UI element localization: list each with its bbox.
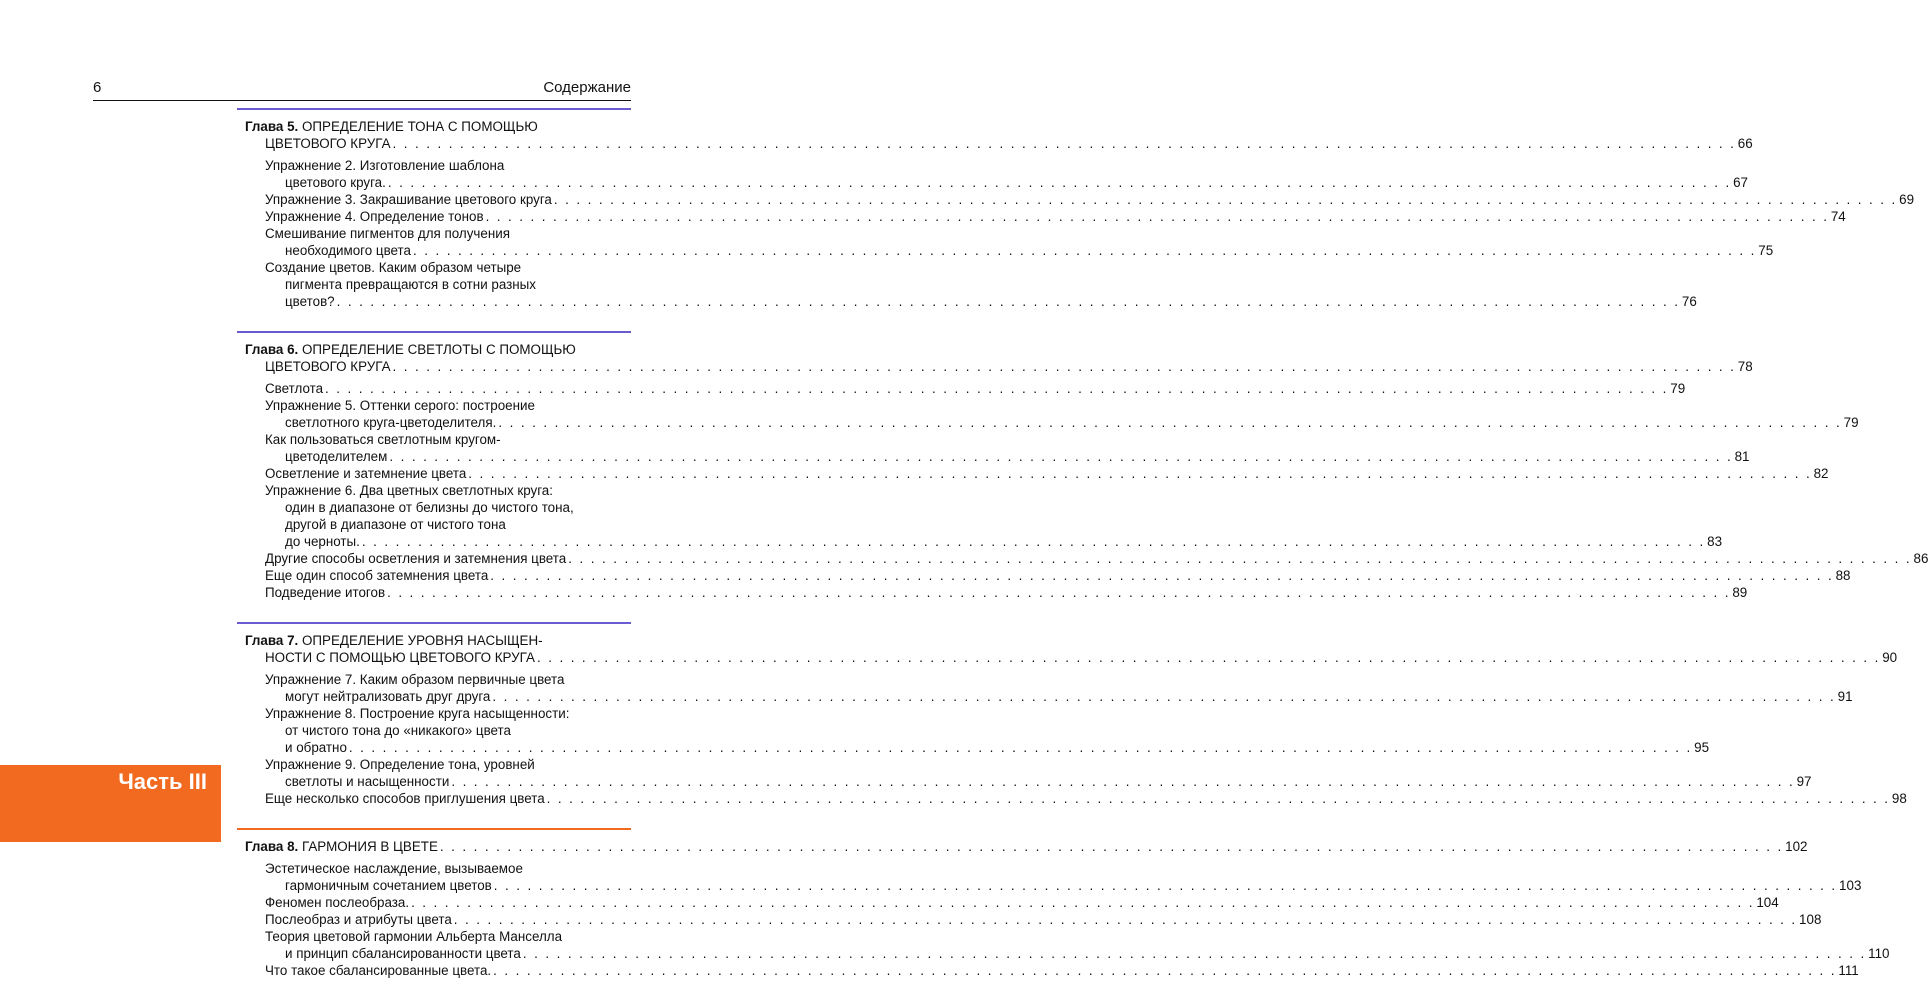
toc-entry-line xyxy=(265,705,631,722)
toc-entry-text: цветового круга. xyxy=(285,175,386,190)
page-ref: 108 xyxy=(1799,912,1822,927)
toc-entry-text: другой в диапазоне от чистого тона xyxy=(285,517,506,532)
page-ref: 110 xyxy=(1868,946,1890,961)
toc-entry-line xyxy=(265,584,1748,601)
toc-entry-text: Послеобраз и атрибуты цвета xyxy=(265,912,452,927)
toc-entry[interactable] xyxy=(237,705,1710,756)
toc-entry[interactable] xyxy=(237,911,1822,928)
running-head: Содержание xyxy=(543,79,631,96)
chapter-section xyxy=(237,828,1890,979)
dot-leader: . . . . . . . . . . . . . . . . . . . . . . . . . . . . . . . . . . . . . . . . . . . . . . . . . . . . . . . . . . . . . . . . . . . . . . . . . . . . . . . . . . . . . . . . . . . . . . . . . . . . . . . . . . . . . . . . . . . . . . . . xyxy=(392,359,1736,374)
page-ref: 75 xyxy=(1758,243,1774,258)
toc-entry[interactable] xyxy=(237,157,1749,191)
dot-leader: . . . . . . . . . . . . . . . . . . . . . . . . . . . . . . . . . . . . . . . . . . . . . . . . . . . . . . . . . . . . . . . . . . . . . . . . . . . . . . . . . . . . . . . . . . . . . . . . . . . . . . . . . . . . . . . . . . . . . . . . xyxy=(568,551,1912,566)
chapter-section xyxy=(237,108,1915,310)
dot-leader: . . . . . . . . . . . . . . . . . . . . . . . . . . . . . . . . . . . . . . . . . . . . . . . . . . . . . . . . . . . . . . . . . . . . . . . . . . . . . . . . . . . . . . . . . . . . . . . . . . . . . . . . . . . . . . . . . . . . . . . . xyxy=(522,946,1867,961)
dot-leader: . . . . . . . . . . . . . . . . . . . . . . . . . . . . . . . . . . . . . . . . . . . . . . . . . . . . . . . . . . . . . . . . . . . . . . . . . . . . . . . . . . . . . . . . . . . . . . . . . . . . . . . . . . . . . . . . . . . . . . . . xyxy=(453,912,1798,927)
toc-entry-text: могут нейтрализовать друг друга xyxy=(285,689,491,704)
toc-entry-line xyxy=(265,550,1928,567)
toc-entry-text: Осветление и затемнение цвета xyxy=(265,466,467,481)
page-ref: 76 xyxy=(1681,294,1697,309)
toc-entry-text: Другие способы осветления и затемнения цвета xyxy=(265,551,567,566)
chapter-title-line xyxy=(245,838,1808,855)
dot-leader: . . . . . . . . . . . . . . . . . . . . . . . . . . . . . . . . . . . . . . . . . . . . . . . . . . . . . . . . . . . . . . . . . . . . . . . . . . . . . . . . . . . . . . . . . . . . . . . . . . . . . . . . . . . . . . . . . . . . . . . . xyxy=(412,243,1757,258)
page-ref: 69 xyxy=(1899,192,1915,207)
toc-entry-text: Упражнение 4. Определение тонов xyxy=(265,209,484,224)
toc-entry-text: Феномен послеобраза. xyxy=(265,895,410,910)
page-ref: 88 xyxy=(1835,568,1851,583)
toc-entry-text: светлотного круга-цветоделителя. xyxy=(285,415,497,430)
toc-entry[interactable] xyxy=(237,962,1859,979)
toc-entry[interactable] xyxy=(237,259,1697,310)
toc-entry-line xyxy=(265,242,1774,259)
toc-entry-text: необходимого цвета xyxy=(285,243,411,258)
dot-leader: . . . . . . . . . . . . . . . . . . . . . . . . . . . . . . . . . . . . . . . . . . . . . . . . . . . . . . . . . . . . . . . . . . . . . . . . . . . . . . . . . . . . . . . . . . . . . . . . . . . . . . . . . . . . . . . . . . . . . . . . xyxy=(387,585,1731,600)
chapter-title-text: НОСТИ С ПОМОЩЬЮ ЦВЕТОВОГО КРУГА xyxy=(265,650,535,665)
toc-entry-line xyxy=(265,465,1829,482)
toc-entry-text: Упражнение 6. Два цветных светлотных круга: xyxy=(265,483,553,498)
page-ref: 102 xyxy=(1785,839,1808,854)
chapter-title-line xyxy=(245,632,631,649)
chapter-title-line xyxy=(245,358,1753,375)
toc-entry-text: Смешивание пигментов для получения xyxy=(265,226,510,241)
toc-entry-line xyxy=(265,773,1812,790)
toc-entry[interactable] xyxy=(237,550,1928,567)
toc-entry-line xyxy=(265,567,1851,584)
chapter-label: Глава 8. xyxy=(245,839,299,854)
toc-entry[interactable] xyxy=(237,567,1851,584)
header-rule xyxy=(93,100,631,101)
page-ref: 90 xyxy=(1882,650,1898,665)
toc-entry-line xyxy=(265,911,1822,928)
page-ref: 91 xyxy=(1837,689,1853,704)
chapter-label: Глава 5. xyxy=(245,119,299,134)
dot-leader: . . . . . . . . . . . . . . . . . . . . . . . . . . . . . . . . . . . . . . . . . . . . . . . . . . . . . . . . . . . . . . . . . . . . . . . . . . . . . . . . . . . . . . . . . . . . . . . . . . . . . . . . . . . . . . . . . . . . . . . . xyxy=(492,689,1836,704)
toc-entry[interactable] xyxy=(237,225,1774,259)
toc-entry-line xyxy=(265,191,1915,208)
dot-leader: . . . . . . . . . . . . . . . . . . . . . . . . . . . . . . . . . . . . . . . . . . . . . . . . . . . . . . . . . . . . . . . . . . . . . . . . . . . . . . . . . . . . . . . . . . . . . . . . . . . . . . . . . . . . . . . . . . . . . . . . xyxy=(392,136,1736,151)
part-block xyxy=(0,765,221,842)
chapter-title-text: ОПРЕДЕЛЕНИЕ СВЕТЛОТЫ С ПОМОЩЬЮ xyxy=(302,342,576,357)
page-ref: 81 xyxy=(1734,449,1750,464)
dot-leader: . . . . . . . . . . . . . . . . . . . . . . . . . . . . . . . . . . . . . . . . . . . . . . . . . . . . . . . . . . . . . . . . . . . . . . . . . . . . . . . . . . . . . . . . . . . . . . . . . . . . . . . . . . . . . . . . . . . . . . . . xyxy=(387,175,1732,190)
toc-entry[interactable] xyxy=(237,928,1890,962)
toc-entry-line xyxy=(265,688,1853,705)
toc-entry[interactable] xyxy=(237,431,1750,465)
table-of-contents xyxy=(237,108,1928,979)
chapter-title-text: ГАРМОНИЯ В ЦВЕТЕ xyxy=(302,839,438,854)
chapter-section xyxy=(237,622,1907,807)
toc-entry[interactable] xyxy=(237,397,1859,431)
chapter-title[interactable] xyxy=(237,118,1753,152)
toc-entry-line xyxy=(265,962,1859,979)
toc-entry-text: Упражнение 7. Каким образом первичные цвета xyxy=(265,672,565,687)
toc-entry[interactable] xyxy=(237,671,1853,705)
toc-entry-text: Упражнение 5. Оттенки серого: построение xyxy=(265,398,535,413)
chapter-title[interactable] xyxy=(237,632,1898,666)
dot-leader: . . . . . . . . . . . . . . . . . . . . . . . . . . . . . . . . . . . . . . . . . . . . . . . . . . . . . . . . . . . . . . . . . . . . . . . . . . . . . . . . . . . . . . . . . . . . . . . . . . . . . . . . . . . . . . . . . . . . . . . . xyxy=(411,895,1755,910)
toc-entry-line xyxy=(265,157,631,174)
chapter-title-text: ЦВЕТОВОГО КРУГА xyxy=(265,136,391,151)
dot-leader: . . . . . . . . . . . . . . . . . . . . . . . . . . . . . . . . . . . . . . . . . . . . . . . . . . . . . . . . . . . . . . . . . . . . . . . . . . . . . . . . . . . . . . . . . . . . . . . . . . . . . . . . . . . . . . . . . . . . . . . . xyxy=(536,650,1881,665)
toc-entry-text: светлоты и насыщенности xyxy=(285,774,450,789)
toc-entry-text: Светлота xyxy=(265,381,324,396)
toc-entry-text: цветоделителем xyxy=(285,449,388,464)
toc-entry-line xyxy=(265,671,631,688)
toc-entry-line xyxy=(265,431,631,448)
dot-leader: . . . . . . . . . . . . . . . . . . . . . . . . . . . . . . . . . . . . . . . . . . . . . . . . . . . . . . . . . . . . . . . . . . . . . . . . . . . . . . . . . . . . . . . . . . . . . . . . . . . . . . . . . . . . . . . . . . . . . . . . xyxy=(451,774,1795,789)
dot-leader: . . . . . . . . . . . . . . . . . . . . . . . . . . . . . . . . . . . . . . . . . . . . . . . . . . . . . . . . . . . . . . . . . . . . . . . . . . . . . . . . . . . . . . . . . . . . . . . . . . . . . . . . . . . . . . . . . . . . . . . . xyxy=(336,294,1680,309)
toc-entry-line xyxy=(265,894,1779,911)
toc-entry[interactable] xyxy=(237,191,1915,208)
toc-entry-line xyxy=(265,756,631,773)
toc-entry-line xyxy=(265,482,631,499)
chapter-title-text: ЦВЕТОВОГО КРУГА xyxy=(265,359,391,374)
page-ref: 83 xyxy=(1707,534,1723,549)
toc-entry-line xyxy=(265,877,1862,894)
dot-leader: . . . . . . . . . . . . . . . . . . . . . . . . . . . . . . . . . . . . . . . . . . . . . . . . . . . . . . . . . . . . . . . . . . . . . . . . . . . . . . . . . . . . . . . . . . . . . . . . . . . . . . . . . . . . . . . . . . . . . . . . xyxy=(361,534,1706,549)
toc-entry-line xyxy=(265,860,631,877)
toc-entry[interactable] xyxy=(237,465,1829,482)
chapter-title-text: ОПРЕДЕЛЕНИЕ УРОВНЯ НАСЫЩЕН- xyxy=(302,633,543,648)
toc-entry-line xyxy=(265,397,631,414)
dot-leader: . . . . . . . . . . . . . . . . . . . . . . . . . . . . . . . . . . . . . . . . . . . . . . . . . . . . . . . . . . . . . . . . . . . . . . . . . . . . . . . . . . . . . . . . . . . . . . . . . . . . . . . . . . . . . . . . . . . . . . . . xyxy=(468,466,1812,481)
page-ref: 98 xyxy=(1891,791,1907,806)
toc-entry-text: Как пользоваться светлотным кругом- xyxy=(265,432,501,447)
toc-entry-text: и обратно xyxy=(285,740,347,755)
toc-entry-line xyxy=(265,259,631,276)
dot-leader: . . . . . . . . . . . . . . . . . . . . . . . . . . . . . . . . . . . . . . . . . . . . . . . . . . . . . . . . . . . . . . . . . . . . . . . . . . . . . . . . . . . . . . . . . . . . . . . . . . . . . . . . . . . . . . . . . . . . . . . . xyxy=(348,740,1693,755)
chapter-section xyxy=(237,331,1928,601)
toc-entry-text: Создание цветов. Каким образом четыре xyxy=(265,260,522,275)
toc-entry-text: цветов? xyxy=(285,294,335,309)
toc-entry-text: Эстетическое наслаждение, вызываемое xyxy=(265,861,523,876)
toc-entry[interactable] xyxy=(237,482,1723,550)
toc-entry-line xyxy=(265,533,1723,550)
chapter-title-line xyxy=(245,118,631,135)
toc-entry-text: Упражнение 8. Построение круга насыщенности: xyxy=(265,706,570,721)
page-ref: 104 xyxy=(1756,895,1779,910)
toc-entry-text: Упражнение 9. Определение тона, уровней xyxy=(265,757,535,772)
toc-entry-line xyxy=(265,499,631,516)
toc-entry-line xyxy=(265,293,1697,310)
dot-leader: . . . . . . . . . . . . . . . . . . . . . . . . . . . . . . . . . . . . . . . . . . . . . . . . . . . . . . . . . . . . . . . . . . . . . . . . . . . . . . . . . . . . . . . . . . . . . . . . . . . . . . . . . . . . . . . . . . . . . . . . xyxy=(439,839,1784,854)
page-ref: 86 xyxy=(1913,551,1928,566)
chapter-title-line xyxy=(245,341,631,358)
toc-entry[interactable] xyxy=(237,380,1686,397)
toc-entry-line xyxy=(265,928,631,945)
chapter-title-line xyxy=(245,649,1898,666)
toc-entry-line xyxy=(265,276,631,293)
toc-entry-line xyxy=(265,225,631,242)
toc-entry-line xyxy=(265,945,1890,962)
page-ref: 74 xyxy=(1830,209,1846,224)
toc-entry-line xyxy=(265,448,1750,465)
dot-leader: . . . . . . . . . . . . . . . . . . . . . . . . . . . . . . . . . . . . . . . . . . . . . . . . . . . . . . . . . . . . . . . . . . . . . . . . . . . . . . . . . . . . . . . . . . . . . . . . . . . . . . . . . . . . . . . . . . . . . . . . xyxy=(553,192,1898,207)
chapter-title[interactable] xyxy=(237,341,1753,375)
toc-entry-line xyxy=(265,380,1686,397)
page-ref: 67 xyxy=(1733,175,1749,190)
page-ref: 82 xyxy=(1813,466,1829,481)
toc-entry-text: до черноты. xyxy=(285,534,360,549)
page-ref: 79 xyxy=(1843,415,1859,430)
toc-entry-text: Упражнение 3. Закрашивание цветового круга xyxy=(265,192,552,207)
toc-entry[interactable] xyxy=(237,208,1846,225)
toc-entry-text: один в диапазоне от белизны до чистого тона, xyxy=(285,500,574,515)
dot-leader: . . . . . . . . . . . . . . . . . . . . . . . . . . . . . . . . . . . . . . . . . . . . . . . . . . . . . . . . . . . . . . . . . . . . . . . . . . . . . . . . . . . . . . . . . . . . . . . . . . . . . . . . . . . . . . . . . . . . . . . . xyxy=(389,449,1733,464)
toc-entry-text: гармоничным сочетанием цветов xyxy=(285,878,492,893)
page-ref: 89 xyxy=(1732,585,1748,600)
page-ref: 78 xyxy=(1737,359,1753,374)
toc-entry-line xyxy=(265,208,1846,225)
toc-entry-line xyxy=(265,174,1749,191)
toc-entry-text: Упражнение 2. Изготовление шаблона xyxy=(265,158,505,173)
toc-entry-line xyxy=(265,739,1710,756)
toc-entry-text: Еще один способ затемнения цвета xyxy=(265,568,489,583)
chapter-title-text: ОПРЕДЕЛЕНИЕ ТОНА С ПОМОЩЬЮ xyxy=(302,119,538,134)
dot-leader: . . . . . . . . . . . . . . . . . . . . . . . . . . . . . . . . . . . . . . . . . . . . . . . . . . . . . . . . . . . . . . . . . . . . . . . . . . . . . . . . . . . . . . . . . . . . . . . . . . . . . . . . . . . . . . . . . . . . . . . . xyxy=(485,209,1829,224)
dot-leader: . . . . . . . . . . . . . . . . . . . . . . . . . . . . . . . . . . . . . . . . . . . . . . . . . . . . . . . . . . . . . . . . . . . . . . . . . . . . . . . . . . . . . . . . . . . . . . . . . . . . . . . . . . . . . . . . . . . . . . . . xyxy=(546,791,1890,806)
toc-entry-text: пигмента превращаются в сотни разных xyxy=(285,277,536,292)
page-ref: 95 xyxy=(1694,740,1710,755)
toc-entry-text: от чистого тона до «никакого» цвета xyxy=(285,723,511,738)
chapter-label: Глава 6. xyxy=(245,342,299,357)
chapter-label: Глава 7. xyxy=(245,633,299,648)
toc-entry[interactable] xyxy=(237,756,1812,790)
toc-entry-text: и принцип сбалансированности цвета xyxy=(285,946,521,961)
toc-entry[interactable] xyxy=(237,860,1862,894)
toc-entry[interactable] xyxy=(237,584,1748,601)
toc-entry-line xyxy=(265,414,1859,431)
dot-leader: . . . . . . . . . . . . . . . . . . . . . . . . . . . . . . . . . . . . . . . . . . . . . . . . . . . . . . . . . . . . . . . . . . . . . . . . . . . . . . . . . . . . . . . . . . . . . . . . . . . . . . . . . . . . . . . . . . . . . . . . xyxy=(490,568,1834,583)
toc-entry-text: Что такое сбалансированные цвета. xyxy=(265,963,492,978)
chapter-title[interactable] xyxy=(237,838,1808,855)
dot-leader: . . . . . . . . . . . . . . . . . . . . . . . . . . . . . . . . . . . . . . . . . . . . . . . . . . . . . . . . . . . . . . . . . . . . . . . . . . . . . . . . . . . . . . . . . . . . . . . . . . . . . . . . . . . . . . . . . . . . . . . . xyxy=(325,381,1669,396)
page-ref: 79 xyxy=(1670,381,1686,396)
page-ref: 111 xyxy=(1838,963,1859,978)
toc-entry-text: Еще несколько способов приглушения цвета xyxy=(265,791,545,806)
toc-entry-text: Теория цветовой гармонии Альберта Манселла xyxy=(265,929,563,944)
page-ref: 97 xyxy=(1796,774,1812,789)
toc-entry-line xyxy=(265,722,631,739)
part-label: Часть III xyxy=(118,769,207,794)
page-number: 6 xyxy=(93,79,102,96)
toc-entry[interactable] xyxy=(237,894,1779,911)
dot-leader: . . . . . . . . . . . . . . . . . . . . . . . . . . . . . . . . . . . . . . . . . . . . . . . . . . . . . . . . . . . . . . . . . . . . . . . . . . . . . . . . . . . . . . . . . . . . . . . . . . . . . . . . . . . . . . . . . . . . . . . . xyxy=(493,878,1838,893)
toc-entry[interactable] xyxy=(237,790,1907,807)
chapter-title-line xyxy=(245,135,1753,152)
dot-leader: . . . . . . . . . . . . . . . . . . . . . . . . . . . . . . . . . . . . . . . . . . . . . . . . . . . . . . . . . . . . . . . . . . . . . . . . . . . . . . . . . . . . . . . . . . . . . . . . . . . . . . . . . . . . . . . . . . . . . . . . xyxy=(493,963,1837,978)
toc-entry-text: Подведение итогов xyxy=(265,585,386,600)
toc-entry-line xyxy=(265,790,1907,807)
dot-leader: . . . . . . . . . . . . . . . . . . . . . . . . . . . . . . . . . . . . . . . . . . . . . . . . . . . . . . . . . . . . . . . . . . . . . . . . . . . . . . . . . . . . . . . . . . . . . . . . . . . . . . . . . . . . . . . . . . . . . . . . xyxy=(498,415,1842,430)
toc-entry-line xyxy=(265,516,631,533)
page-ref: 103 xyxy=(1839,878,1862,893)
page-ref: 66 xyxy=(1737,136,1753,151)
